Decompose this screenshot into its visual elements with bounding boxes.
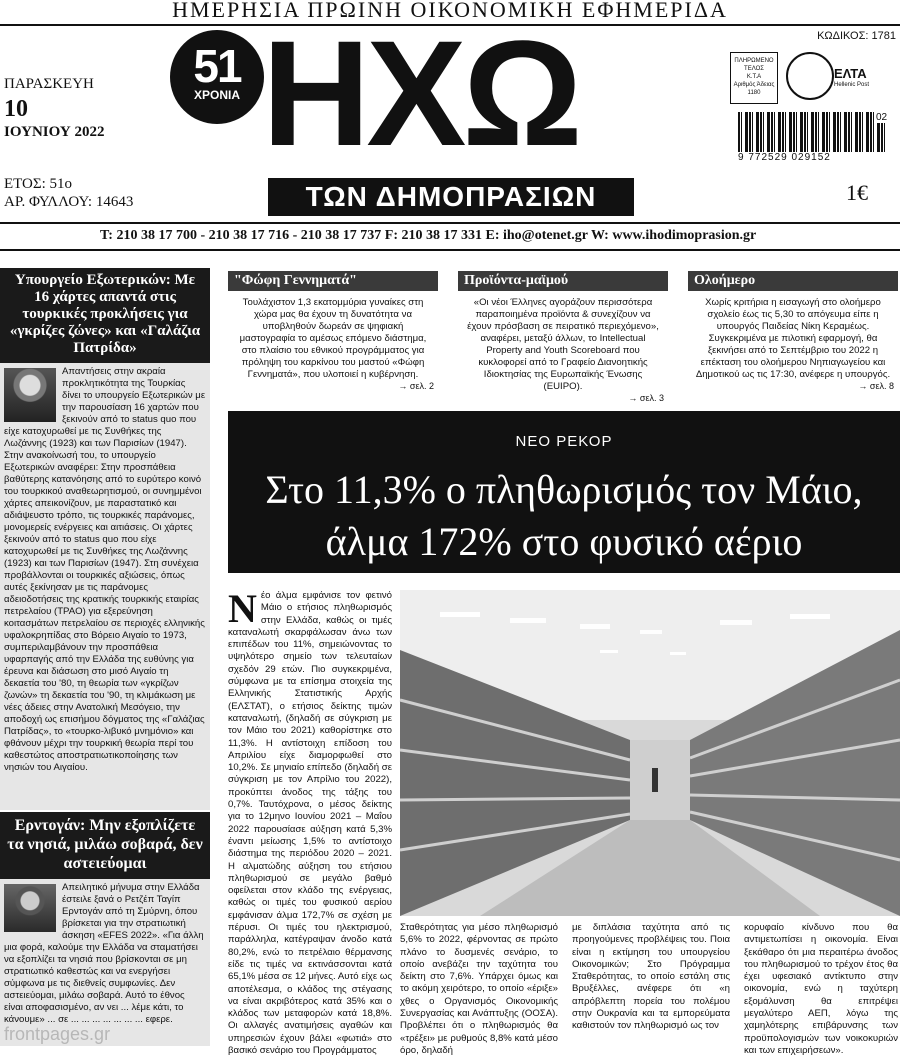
sidebar-text-1: Απαντήσεις στην ακραία προκλητικότητα της Τουρκίας δίνει το υπουργείο Εξωτερικών με την παρουσίαση 16 χαρτών που ξεκινούν από το status quo που είχε κατοχυρωθεί με τις Συνθήκες της Λωζάννης (1923) και των Παρισίων (1947). Στην ανακοίνωσή του, το υπουργείο Εξωτερικών αναφέρει: Στην προσπάθεια βαθύτερης κατανόησης από το ευρύτερο κοινό του τουρκικού αναθεωρητισμού, οι συνημμένοι χάρτες απεικονίζουν, με παραστατικό και αδιάψευστο τρόπο, τις τουρκικές παράνομες, μονομερείς ενέργειες και αιτιάσεις. Οι χάρτες ξεκινούν από το status quo που είχε κατοχυρωθεί με τις Συνθήκες της Λωζάννης (1923) και των Παρισίων (1947). Στη συνέχεια προβάλλονται οι τουρκικές αξιώσεις, όπως αυτές ξεκίνησαν με τις παράνομες αδειοδοτήσεις της κρατικής τουρκικής εταιρίας πετρελαίου (TPAO) για εξερεύνηση κοιτασμάτων πετρελαίου σε περιοχές ελληνικής υφαλοκρηπίδας στο Βόρειο Αιγαίο το 1973, συμπεριλαμβάνουν την προσπάθεια υφαρπαγής από την Ελλάδα της ευθύνης για έρευνα και διάσωση στο μισό Αιγαίο τη δεκαετία του '80, τη θεωρία των «γκρίζων ζωνών» τη δεκαετία του '90, τη κλιμάκωση με νέες άδειες στην Ανατολική Μεσόγειο, την αποδοχή ως επισήμου δόγματος της «Γαλάζιας Πατρίδας», το «τουρκο-λιβυκό μνημόνιο» και φθάνουν μέχρι την τουρκική θεωρία περί του καθεστώτος αποστρατιωτικοποίησης των νησιών του Αιγαίου. [4, 366, 206, 773]
issue-number: ΑΡ. ΦΥΛΛΟΥ: 14643 [4, 194, 134, 210]
lead-kicker: ΝΕΟ ΡΕΚΟΡ [515, 433, 613, 450]
sidebar-headline-1: Υπουργείο Εξωτερικών: Με 16 χάρτες απαντά στις τουρκικές προκλήσεις για «γκρίζες ζώνες» και «Γαλάζια Πατρίδα» [0, 268, 210, 363]
anniversary-badge [170, 30, 264, 124]
lead-dropcap: Ν [228, 586, 257, 631]
lead-headline-box [228, 411, 900, 573]
teaser-title-3: Ολοήμερο [688, 271, 898, 291]
elta-logo: ΕΛΤΑ [834, 66, 867, 81]
lead-column-4: κορυφαίο κίνδυνο που θα αντιμετωπίσει η οικονομία. Είναι ξεκάθαρο ότι μια περαιτέρω άνοδος του πληθωρισμού το τρέχον έτος θα έχει υφεσιακό αντίκτυπο στην οικονομία, ενώ η ταχύτερη εξομάλυνση θα επιτρέψει μεγαλύτερο ΑΕΠ, λόγω της χαμηλότερης επιβάρυνσης των προϋπολογισμών των νοικοκυριών και των επιχειρήσεων». [744, 922, 898, 1056]
teaser-title-2: Προϊόντα-μαϊμού [458, 271, 668, 291]
masthead-title: ΗΧΩ [262, 9, 579, 177]
lead-column-3: με διπλάσια ταχύτητα από τις προηγούμενες προβλέψεις του. Ποια είναι η εκτίμηση του υπουργείου Οικονομικών; Στο Πρόγραμμα Σταθερότητας, το οποίο εστάλη στις Βρυξέλλες, ανέφερε ότι «η απρόβλεπτη πορεία του πολέμου στην Ουκρανία και τα εμπορεύματα καθιστούν τον πληθωρισμό ως τον [572, 922, 730, 1032]
contact-rule-top [0, 222, 900, 224]
lead-headline-line2: άλμα 172% στο φυσικό αέριο [325, 519, 803, 564]
lead-headline-line1: Στο 11,3% ο πληθωρισμός τον Μάιο, [265, 467, 863, 512]
stamp-line2: Κ.Τ.Α [746, 74, 762, 80]
teaser-counterfeit [458, 271, 668, 403]
teaser-body-3: Χωρίς κριτήρια η εισαγωγή στο ολοήμερο σχολείο έως τις 5,30 το απόγευμα είπε η υπουργός Παιδείας Νίκη Κεραμέως. Συγκεκριμένα με πιλοτική εφαρμογή, θα ξεκινήσει από το Σεπτέμβριο του 2022 η επέκταση του ολοήμερου Νηπιαγωγείου και Δημοτικού ως τις 17:30, ανέφερε η υπουργός. [695, 297, 891, 380]
stamp-line3: Αριθμός Άδειας 1180 [733, 82, 775, 96]
teaser-fofi [228, 271, 438, 391]
teaser-page-1: → σελ. 2 [398, 381, 434, 391]
sidebar-text-2: Απειλητικό μήνυμα στην Ελλάδα έστειλε ξανά ο Ρετζέπ Ταγίπ Ερντογάν από τη Σμύρνη, όπου βρίσκεται για την στρατιωτική άσκηση «EFES 2022». «Για άλλη μια φορά, καλούμε την Ελλάδα να σταματήσει να εξοπλίζει τα νησιά που βρίσκονται σε μη στρατιωτικό καθεστώς και να ενεργήσει σύμφωνα με τις διεθνείς συμφωνίες. Δεν αστειεύομαι, μιλάω σοβαρά. Αυτό το έθνος είναι αποφασισμένο, αν νει ... λέμε κάτι, το κάνουμε» ... σε ... ... ... ... ... ... ... εφερε. [4, 882, 204, 1025]
sidebar-headline-2: Ερντογάν: Μην εξοπλίζετε τα νησιά, μιλάω σοβαρά, δεν αστειεύομαι [0, 812, 210, 879]
price: 1€ [846, 180, 868, 205]
day-name: ΠΑΡΑΣΚΕΥΗ [4, 76, 94, 92]
teaser-title-1: "Φώφη Γεννηματά" [228, 271, 438, 291]
teaser-body-2: «Οι νέοι Έλληνες αγοράζουν περισσότερα παραποιημένα προϊόντα & συνεχίζουν να έχουν πρόσβαση σε πειρατικό περιεχόμενο», αναφέρει, μεταξύ άλλων, το Intellectual Property and Youth Scoreboard που κυκλοφορεί από το Γραφείο Διανοητικής Ιδιοκτησίας της Ευρωπαϊκής Ένωσης (EUIPO). [467, 297, 659, 392]
erdogan-photo [4, 884, 56, 932]
watermark: frontpages.gr [4, 1024, 111, 1044]
sidebar-body-1 [0, 363, 210, 774]
barcode-issue: 02 [876, 112, 888, 123]
supermarket-photo [400, 590, 900, 916]
sidebar-body-2 [0, 879, 210, 1026]
supermarket-aisle-icon [400, 590, 900, 916]
teaser-page-2: → σελ. 3 [628, 393, 664, 403]
postage-stamp [730, 52, 778, 104]
teaser-page-3: → σελ. 8 [858, 381, 894, 391]
anniversary-number: 51 [193, 40, 241, 92]
lead-column-2: Σταθερότητας για μέσο πληθωρισμό 5,6% το 2022, φέρνοντας σε πρώτο πλάνο το δυσμενές σενάριο, το οποίο ανεβάζει την ταχύτητα του δείκτη στο 7,6%. Υπάρχει όμως και το ακόμη χειρότερο, το οποίο «έριξε» χθες ο Οργανισμός Οικονομικής Συνεργασίας και Ανάπτυξης (ΟΟΣΑ). Προβλέπει ότι ο πληθωρισμός θα «τρέξει» με ρυθμούς 8,8% κατά μέσο όρο, δηλαδή [400, 922, 558, 1056]
lead-text-1: έο άλμα εμφάνισε τον φετινό Μάιο ο ετήσιος πληθωρισμός στην Ελλάδα, καθώς οι τιμές καταναλωτή σκαρφάλωσαν άνω των επιπέδων του 11%, σημειώνοντας το υψηλότερο σημείο των τελευταίων σχεδόν 29 ετών. Πιο συγκεκριμένα, σύμφωνα με τα επίσημα στοιχεία της Ελληνικής Στατιστικής Αρχής (ΕΛΣΤΑΤ), ο ετήσιος δείκτης τιμών καταναλωτή, (δηλαδή σε σύγκριση με τον Μάιο του 2021) καθορίστηκε στο 11,3%. Η αντίστοιχη επίδοση του Απριλίου είχε διαμορφωθεί στο 10,2%. Σε μηνιαίο επίπεδο (δηλαδή σε σύγκριση με τον Απρίλιο του 2022), προκύπτει άνοδος της τάξης του 0,7%. Ταυτόχρονα, ο μέσος δείκτης για το 12μηνο Ιουνίου 2021 – Μαΐου 2022 παρουσίασε αύξηση κατά 5,3% έναντι μείωσης 1,5% το αντίστοιχο διάστημα της περιόδου 2020 – 2021. Η αλματώδης αύξηση του ετήσιου πληθωρισμού σε μεγάλο βαθμό οφείλεται στον κλάδο της ενέργειας, καθώς οι τιμές του φυσικού αερίου εμφάνισαν άλμα 172,7% σε σχέση με πέρυσι. Οι τιμές του ηλεκτρισμού, παράλληλα, κατέγραψαν άνοδο κατά 80,2%, ενώ το πετρέλαιο θέρμανσης είδε τις τιμές να εκτινάσσονται κατά 65,1% μέσα σε 12 μήνες. Αυτό είχε ως αποτέλεσμα, ο κλάδος της στέγασης να είναι ακριβότερος κατά 35% και ο κλάδος των μεταφορών κατά 18,8%. Οι αλλαγές ανατιμήσεις αγαθών και υπηρεσιών έχουν βάλει «φωτιά» στο βασικό σενάριο του Προγράμματος [228, 590, 392, 1056]
barcode-digits: 9 772529 029152 [738, 152, 831, 163]
sidebar-story-foreign-ministry [0, 268, 210, 810]
stamp-line1: ΠΛΗΡΩΜΕΝΟ ΤΕΛΟΣ [734, 58, 774, 72]
teaser-all-day-school [688, 271, 898, 391]
tagline: ΗΜΕΡΗΣΙΑ ΠΡΩΙΝΗ ΟΙΚΟΝΟΜΙΚΗ ΕΦΗΜΕΡΙΔΑ [172, 0, 728, 22]
month-year: ΙΟΥΝΙΟΥ 2022 [4, 124, 105, 140]
sidebar-story-erdogan [0, 812, 210, 1046]
elta-seal-icon [786, 52, 834, 100]
elta-sub: Hellenic Post [834, 82, 870, 88]
barcode-icon [738, 112, 888, 152]
newspaper-code: ΚΩΔΙΚΟΣ: 1781 [817, 30, 896, 42]
day-number: 10 [4, 96, 28, 122]
contact-rule-bottom [0, 249, 900, 251]
anniversary-label: ΧΡΟΝΙΑ [193, 88, 240, 102]
teaser-body-1: Τουλάχιστον 1,3 εκατομμύρια γυναίκες στη χώρα μας θα έχουν τη δυνατότητα να υποβληθούν δωρεάν σε ψηφιακή μαστογραφία το αμέσως επόμενο διάστημα, στο πλαίσιο του εθνικού προγράμματος για πρόληψη του καρκίνου του μαστού «Φώφη Γεννηματά», που υλοποιεί η κυβέρνηση. [239, 297, 427, 380]
contact-line: T: 210 38 17 700 - 210 38 17 716 - 210 38 17 737 F: 210 38 17 331 E: iho@otenet.gr W: www.ihodimoprasion.gr [100, 228, 757, 243]
lead-column-1 [228, 586, 392, 1056]
masthead-subtitle: ΤΩΝ ΔΗΜΟΠΡΑΣΙΩΝ [268, 178, 634, 216]
issue-year: ΕΤΟΣ: 51ο [4, 176, 73, 192]
minister-photo [4, 368, 56, 422]
